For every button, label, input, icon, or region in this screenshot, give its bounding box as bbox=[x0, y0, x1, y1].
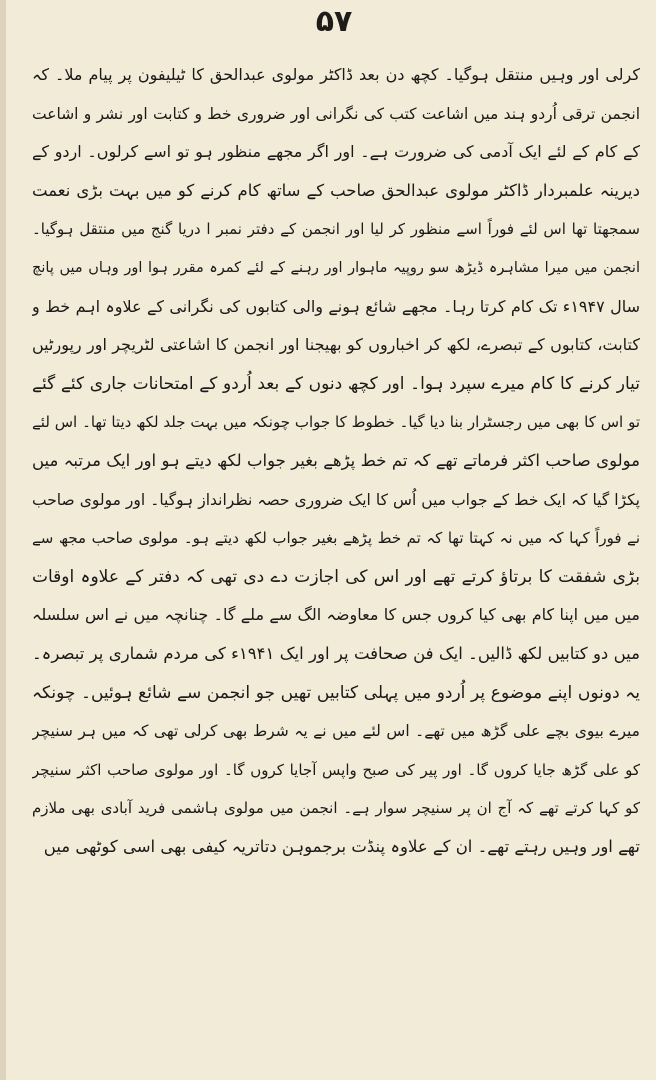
page-body bbox=[32, 56, 640, 866]
text-line: میرے بیوی بچے علی گڑھ میں تھے۔ اس لئے میں نے یہ شرط بھی کرلی تھی کہ میں ہر سنیچر bbox=[32, 722, 640, 741]
text-line: کو علی گڑھ جایا کروں گا۔ اور پیر کی صبح واپس آجایا کروں گا۔ اور مولوی صاحب اکثر سنیچر bbox=[32, 760, 640, 779]
text-line: انجمن میں میرا مشاہرہ ڈیڑھ سو روپیہ ماہوار اور رہنے کے لئے کمرہ مقرر ہوا اور وہاں میں پانچ bbox=[32, 259, 640, 276]
text-line: تھے اور وہیں رہتے تھے۔ ان کے علاوہ پنڈت برجموہن دتاتریہ کیفی بھی اسی کوٹھی میں bbox=[43, 836, 640, 856]
text-line: سال ۱۹۴۷ء تک کام کرتا رہا۔ مجھے شائع ہونے والی کتابوں کی نگرانی کے علاوہ اہم خط و bbox=[32, 296, 640, 316]
text-line: انجمن ترقی اُردو ہند میں اشاعت کتب کی نگرانی اور ضروری خط و کتابت اور نشر و اشاعت bbox=[32, 104, 640, 123]
text-line: دیرینہ علمبردار ڈاکٹر مولوی عبدالحق صاحب کے ساتھ کام کرنے کو میں بہت بڑی نعمت bbox=[32, 180, 640, 200]
page-number: ۵۷ bbox=[315, 4, 353, 39]
text-line: کتابت، کتابوں کے تبصرے، لکھ کر اخباروں کو بھیجنا اور انجمن کا اشاعتی لٹریچر اور رپورٹیں bbox=[32, 335, 640, 355]
text-line: تیار کرنے کا کام میرے سپرد ہوا۔ اور کچھ دنوں کے بعد اُردو کے امتحانات جاری کئے گئے bbox=[32, 373, 640, 394]
text-line: تو اس کا بھی میں رجسٹرار بنا دیا گیا۔ خطوط کا جواب چونکہ میں بہت جلد لکھ دیتا تھا۔ اس لئے bbox=[32, 413, 640, 432]
text-line: میں میں اپنا کام بھی کیا کروں جس کا معاوضہ الگ سے ملے گا۔ چنانچہ میں نے اس سلسلہ bbox=[32, 605, 640, 625]
text-line: کو کہا کرتے تھے کہ آج ان پر سنیچر سوار ہے۔ انجمن میں مولوی ہاشمی فرید آبادی بھی ملازم bbox=[32, 799, 640, 818]
text-line: بڑی شفقت کا برتاؤ کرتے تھے اور اس کی اجازت دے دی تھی کہ دفتر کے علاوہ اوقات bbox=[32, 566, 640, 587]
text-line: یہ دونوں اپنے موضوع پر اُردو میں پہلی کتابیں تھیں جو انجمن سے شائع ہوئیں۔ چونکہ bbox=[32, 682, 640, 703]
text-line: نے فوراً کہا کہ میں نہ کہتا تھا کہ تم خط پڑھے بغیر جواب لکھ دیتے ہو۔ مولوی صاحب مجھ سے bbox=[32, 529, 640, 548]
text-line: کرلی اور وہیں منتقل ہوگیا۔ کچھ دن بعد ڈاکٹر مولوی عبدالحق کا ٹیلیفون پر پیام ملا۔ کہ bbox=[32, 65, 640, 84]
text-line: میں دو کتابیں لکھ ڈالیں۔ ایک فن صحافت پر اور ایک ۱۹۴۱ء کی مردم شماری پر تبصرہ۔ bbox=[32, 643, 640, 663]
text-line: مولوی صاحب اکثر فرماتے تھے کہ تم خط پڑھے بغیر جواب لکھ دیتے ہو اور ایک مرتبہ میں bbox=[32, 450, 640, 470]
text-line: سمجھتا تھا اس لئے فوراً اسے منظور کر لیا اور انجمن کے دفتر نمبر ا دریا گنج میں منتقل ہوگیا۔ bbox=[32, 220, 640, 239]
text-line: پکڑا گیا کہ ایک خط کے جواب میں اُس کا ایک ضروری حصہ نظرانداز ہوگیا۔ اور مولوی صاحب bbox=[32, 490, 640, 509]
text-line: کے کام کے لئے ایک آدمی کی ضرورت ہے۔ اور اگر مجھے منظور ہو تو اسے کرلوں۔ اردو کے bbox=[32, 142, 640, 162]
